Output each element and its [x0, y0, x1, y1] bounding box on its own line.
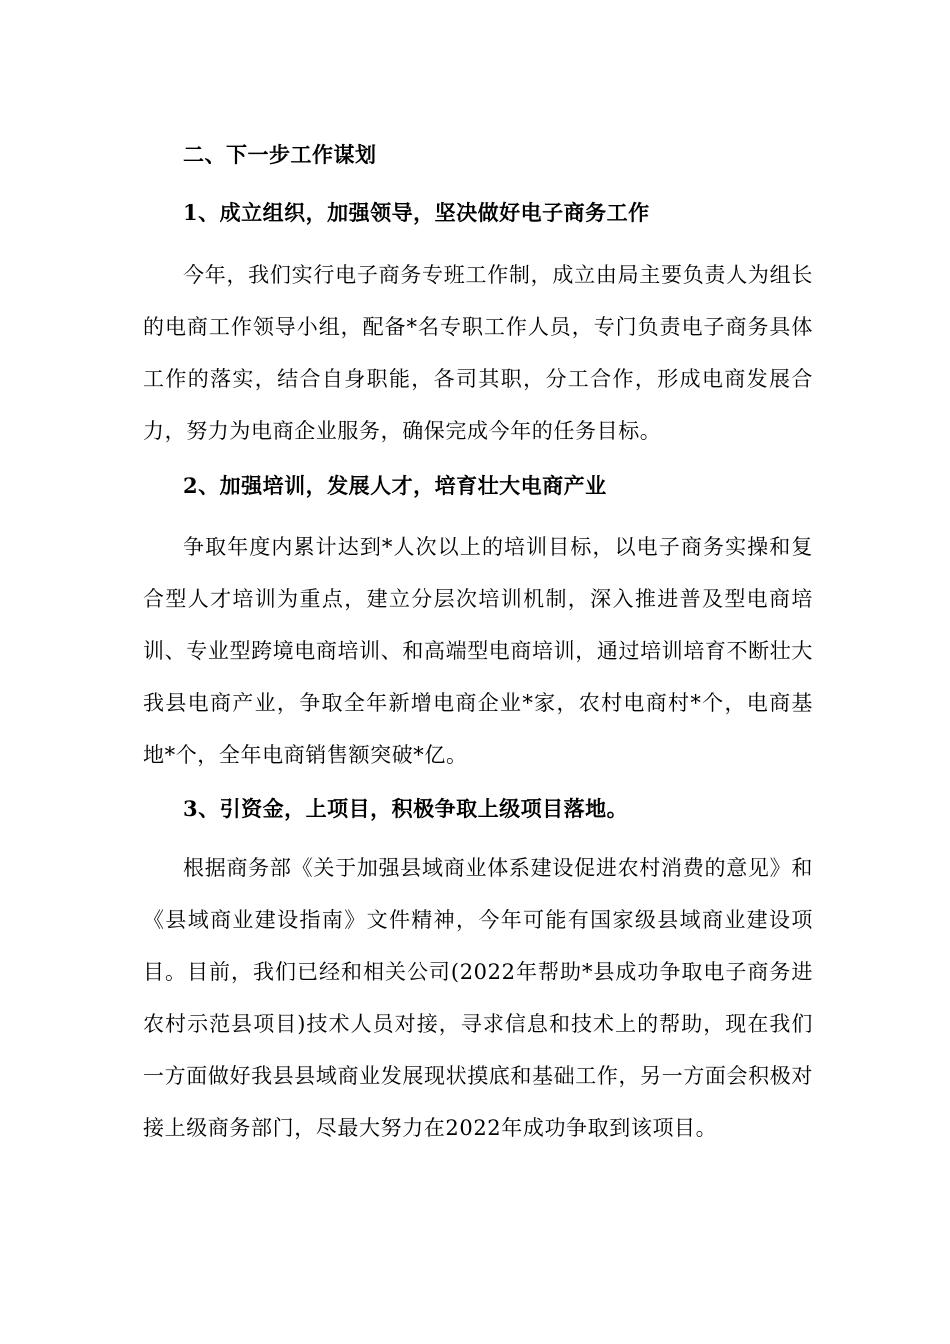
section-title: 二、下一步工作谋划	[183, 142, 377, 167]
item-3-body: 根据商务部《关于加强县域商业体系建设促进农村消费的意见》和《县域商业建设指南》文件精神，今年可能有国家级县域商业建设项目。目前，我们已经和相关公司(2022年帮助*县成功争取电子商务进农村示范县项目)技术人员对接，寻求信息和技术上的帮助，现在我们一方面做好我县县域商业发展现状摸底和基础工作，另一方面会积极对接上级商务部门，尽最大努力在2022年成功争取到该项目。	[143, 856, 813, 1140]
item-1-heading: 1、成立组织，加强领导，坚决做好电子商务工作	[183, 200, 650, 225]
item-1-body: 今年，我们实行电子商务专班工作制，成立由局主要负责人为组长的电商工作领导小组，配备*名专职工作人员，专门负责电子商务具体工作的落实，结合自身职能，各司其职，分工合作，形成电商发展合力，努力为电商企业服务，确保完成今年的任务目标。	[143, 263, 813, 443]
item-2-heading: 2、加强培训，发展人才，培育壮大电商产业	[183, 473, 607, 498]
item-3-heading: 3、引资金，上项目，积极争取上级项目落地。	[183, 796, 629, 821]
item-2-body: 争取年度内累计达到*人次以上的培训目标，以电子商务实操和复合型人才培训为重点，建立分层次培训机制，深入推进普及型电商培训、专业型跨境电商培训、和高端型电商培训，通过培训培育不断壮大我县电商产业，争取全年新增电商企业*家，农村电商村*个，电商基地*个，全年电商销售额突破*亿。	[143, 535, 813, 767]
